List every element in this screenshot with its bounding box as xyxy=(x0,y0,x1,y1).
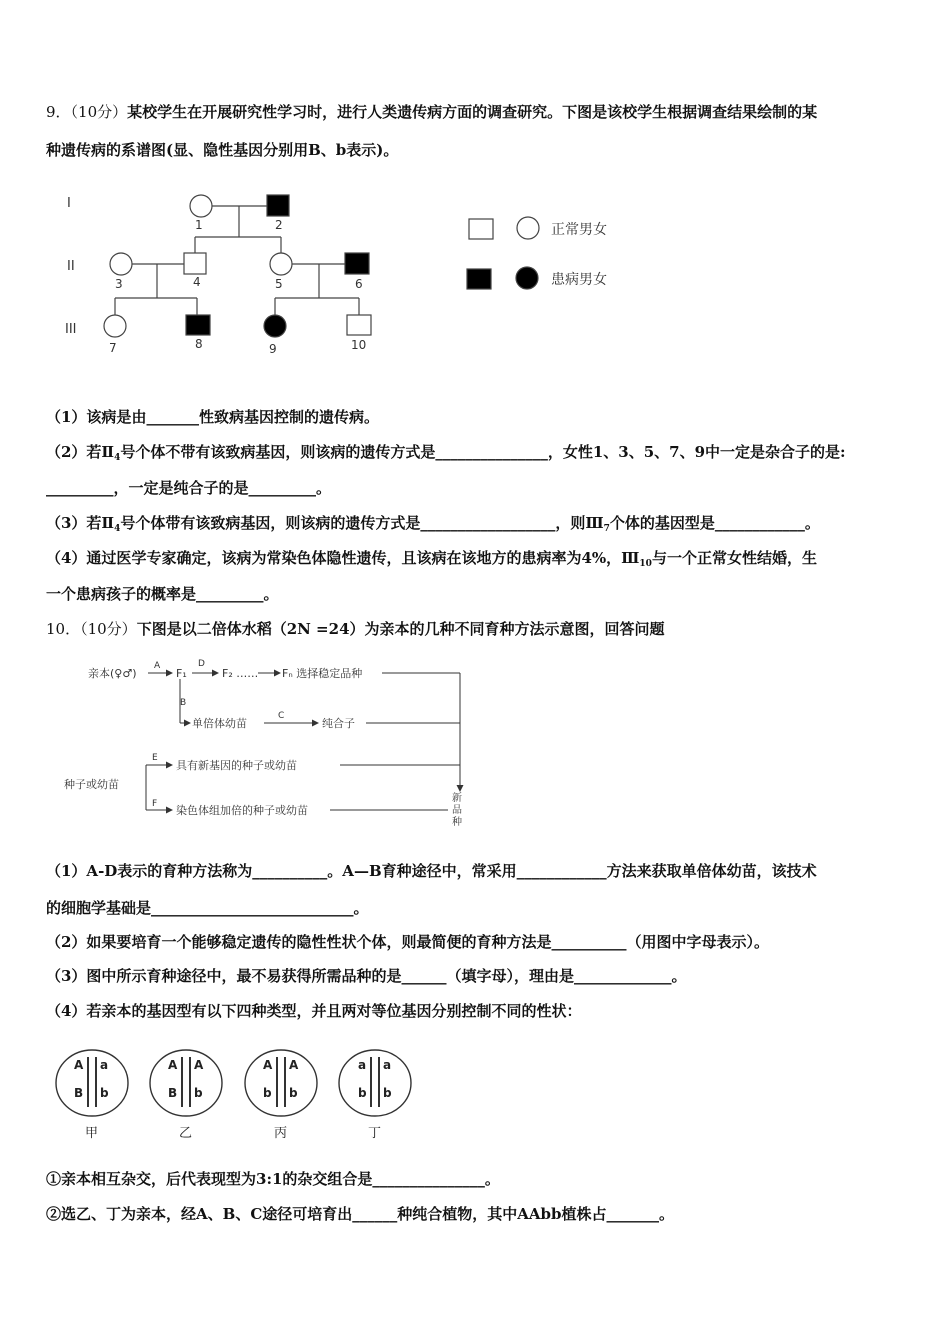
q9-part-4-cont: 一个患病孩子的概率是_________。 xyxy=(46,585,279,603)
legend-affected-female-icon xyxy=(516,267,538,289)
ind-label-3: 3 xyxy=(115,277,123,291)
q9-part-3-b: 号个体带有该致病基因，则该病的遗传方式是__________________，则Ⅲ xyxy=(120,514,604,532)
cell-label-ding: 丁 xyxy=(368,1126,382,1141)
ind-label-6: 6 xyxy=(355,277,363,291)
individual-7 xyxy=(104,315,126,337)
cell-ding xyxy=(339,1050,411,1116)
q9-part-1: （1）该病是由_______性致病基因控制的遗传病。 xyxy=(46,408,379,426)
cell-bing-bottom-right: b xyxy=(289,1086,298,1100)
q10-score: （10分） xyxy=(80,620,137,638)
gen-label-1: I xyxy=(67,196,71,211)
individual-9 xyxy=(264,315,286,337)
cell-yi-bottom-right: b xyxy=(194,1086,203,1100)
ind-label-5: 5 xyxy=(275,277,283,291)
q9-part-3-sub: 4 xyxy=(114,524,121,534)
cell-bing xyxy=(245,1050,317,1116)
cell-jia xyxy=(56,1050,128,1116)
ind-label-1: 1 xyxy=(195,218,203,232)
node-new-variety-2: 品 xyxy=(452,805,462,816)
individual-8 xyxy=(186,315,210,335)
node-newgene: 具有新基因的种子或幼苗 xyxy=(176,759,297,772)
node-f1: F₁ xyxy=(176,667,187,680)
cell-ding-top-left: a xyxy=(358,1058,367,1072)
label-e: E xyxy=(152,753,158,763)
legend-normal-label: 正常男女 xyxy=(551,222,607,238)
q10-part-1: （1）A-D表示的育种方法称为__________。A—B育种途径中，常采用____________方法来获取单倍体幼苗，该技术 xyxy=(46,862,817,880)
q9-part-4-sub: 10 xyxy=(639,559,652,569)
node-doubled: 染色体组加倍的种子或幼苗 xyxy=(176,804,308,817)
q9-part-4-a: （4）通过医学专家确定，该病为常染色体隐性遗传，且该病在该地方的患病率为4%，Ⅲ xyxy=(46,549,640,567)
gen-label-2: II xyxy=(67,259,75,274)
cell-yi-bottom-left: B xyxy=(168,1086,178,1100)
individual-2 xyxy=(267,195,289,216)
cell-ding-bottom-left: b xyxy=(358,1086,367,1100)
cell-label-bing: 丙 xyxy=(274,1126,288,1141)
q9-part-2 xyxy=(46,442,846,465)
cell-jia-top-right: a xyxy=(100,1058,109,1072)
gen-label-3: III xyxy=(65,322,77,337)
q9-intro-line-1 xyxy=(46,102,817,122)
node-new-variety-1: 新 xyxy=(452,793,462,804)
q9-part-2-b: 号个体不带有该致病基因，则该病的遗传方式是_______________，女性1、3、5、7、9中一定是杂合子的是: xyxy=(120,443,846,461)
cell-yi xyxy=(150,1050,222,1116)
genotype-cells xyxy=(50,1045,430,1145)
node-parent: 亲本(♀♂) xyxy=(88,667,137,680)
node-new-variety-3: 种 xyxy=(452,817,462,828)
label-a: A xyxy=(154,661,161,671)
node-haploid: 单倍体幼苗 xyxy=(192,717,247,730)
q9-part-2-a: （2）若Ⅱ xyxy=(46,443,115,461)
cell-jia-top-left: A xyxy=(74,1058,84,1072)
q10-part-1-cont: 的细胞学基础是___________________________。 xyxy=(46,899,369,917)
node-seed: 种子或幼苗 xyxy=(64,778,119,791)
legend-affected-label: 患病男女 xyxy=(551,272,607,288)
cell-ding-bottom-right: b xyxy=(383,1086,392,1100)
node-pure: 纯合子 xyxy=(322,717,355,730)
q10-intro-text: 下图是以二倍体水稻（2N =24）为亲本的几种不同育种方法示意图，回答问题 xyxy=(136,620,665,638)
cell-bing-top-right: A xyxy=(289,1058,299,1072)
q9-intro-text-1: 某校学生在开展研究性学习时，进行人类遗传病方面的调查研究。下图是该校学生根据调查结果绘制的某 xyxy=(127,103,818,121)
q9-part-4 xyxy=(46,548,817,571)
q10-part-3: （3）图中所示育种途径中，最不易获得所需品种的是______（填字母），理由是_____________。 xyxy=(46,967,687,985)
ind-label-2: 2 xyxy=(275,218,283,232)
ind-label-4: 4 xyxy=(193,275,201,289)
cell-ding-top-right: a xyxy=(383,1058,392,1072)
cell-label-jia: 甲 xyxy=(85,1126,99,1141)
individual-4 xyxy=(184,253,206,274)
cell-jia-bottom-left: B xyxy=(74,1086,84,1100)
q9-part-3-a: （3）若Ⅱ xyxy=(46,514,115,532)
q9-part-3-sub2: 7 xyxy=(603,524,610,534)
q9-part-3-c: 个体的基因型是____________。 xyxy=(609,514,820,532)
q10-sub-1: ①亲本相互杂交，后代表现型为3:1的杂交组合是_______________。 xyxy=(46,1170,500,1188)
node-fn: Fₙ 选择稳定品种 xyxy=(282,667,363,680)
q9-part-4-b: 与一个正常女性结婚，生 xyxy=(651,549,817,567)
node-f2: F₂ …… xyxy=(222,667,259,680)
pedigree-chart xyxy=(55,185,635,360)
q9-number: 9． xyxy=(46,103,71,121)
q9-score: （10分） xyxy=(70,103,128,121)
legend-affected-male-icon xyxy=(467,269,491,289)
ind-label-10: 10 xyxy=(351,338,367,352)
label-b: B xyxy=(180,698,187,708)
cell-yi-top-left: A xyxy=(168,1058,178,1072)
individual-10 xyxy=(347,315,371,335)
individual-6 xyxy=(345,253,369,274)
label-d: D xyxy=(198,659,205,669)
label-c: C xyxy=(278,711,285,721)
q9-part-3 xyxy=(46,513,820,536)
q10-part-4: （4）若亲本的基因型有以下四种类型，并且两对等位基因分别控制不同的性状： xyxy=(46,1002,582,1020)
cell-label-yi: 乙 xyxy=(179,1126,193,1141)
cell-yi-top-right: A xyxy=(194,1058,204,1072)
ind-label-7: 7 xyxy=(109,341,117,355)
q9-part-2-sub: 4 xyxy=(114,453,121,463)
q10-sub-2: ②选乙、丁为亲本，经A、B、C途径可培育出______种纯合植物，其中AAbb植株占_______。 xyxy=(46,1205,675,1223)
individual-5 xyxy=(270,253,292,275)
cell-bing-bottom-left: b xyxy=(263,1086,272,1100)
ind-label-9: 9 xyxy=(269,342,277,356)
q10-part-2: （2）如果要培育一个能够稳定遗传的隐性性状个体，则最简便的育种方法是__________（用图中字母表示）。 xyxy=(46,933,769,951)
individual-3 xyxy=(110,253,132,275)
legend-normal-female-icon xyxy=(517,217,539,239)
cell-jia-bottom-right: b xyxy=(100,1086,109,1100)
legend-normal-male-icon xyxy=(469,219,493,239)
breeding-diagram xyxy=(60,655,480,835)
q9-part-2-cont: _________，一定是纯合子的是_________。 xyxy=(46,479,332,497)
cell-bing-top-left: A xyxy=(263,1058,273,1072)
q9-intro-line-2: 种遗传病的系谱图(显、隐性基因分别用B、b表示)。 xyxy=(46,141,399,159)
q10-intro-line xyxy=(46,619,665,639)
ind-label-8: 8 xyxy=(195,337,203,351)
q10-number: 10． xyxy=(46,620,81,638)
individual-1 xyxy=(190,195,212,217)
label-f: F xyxy=(152,799,158,809)
